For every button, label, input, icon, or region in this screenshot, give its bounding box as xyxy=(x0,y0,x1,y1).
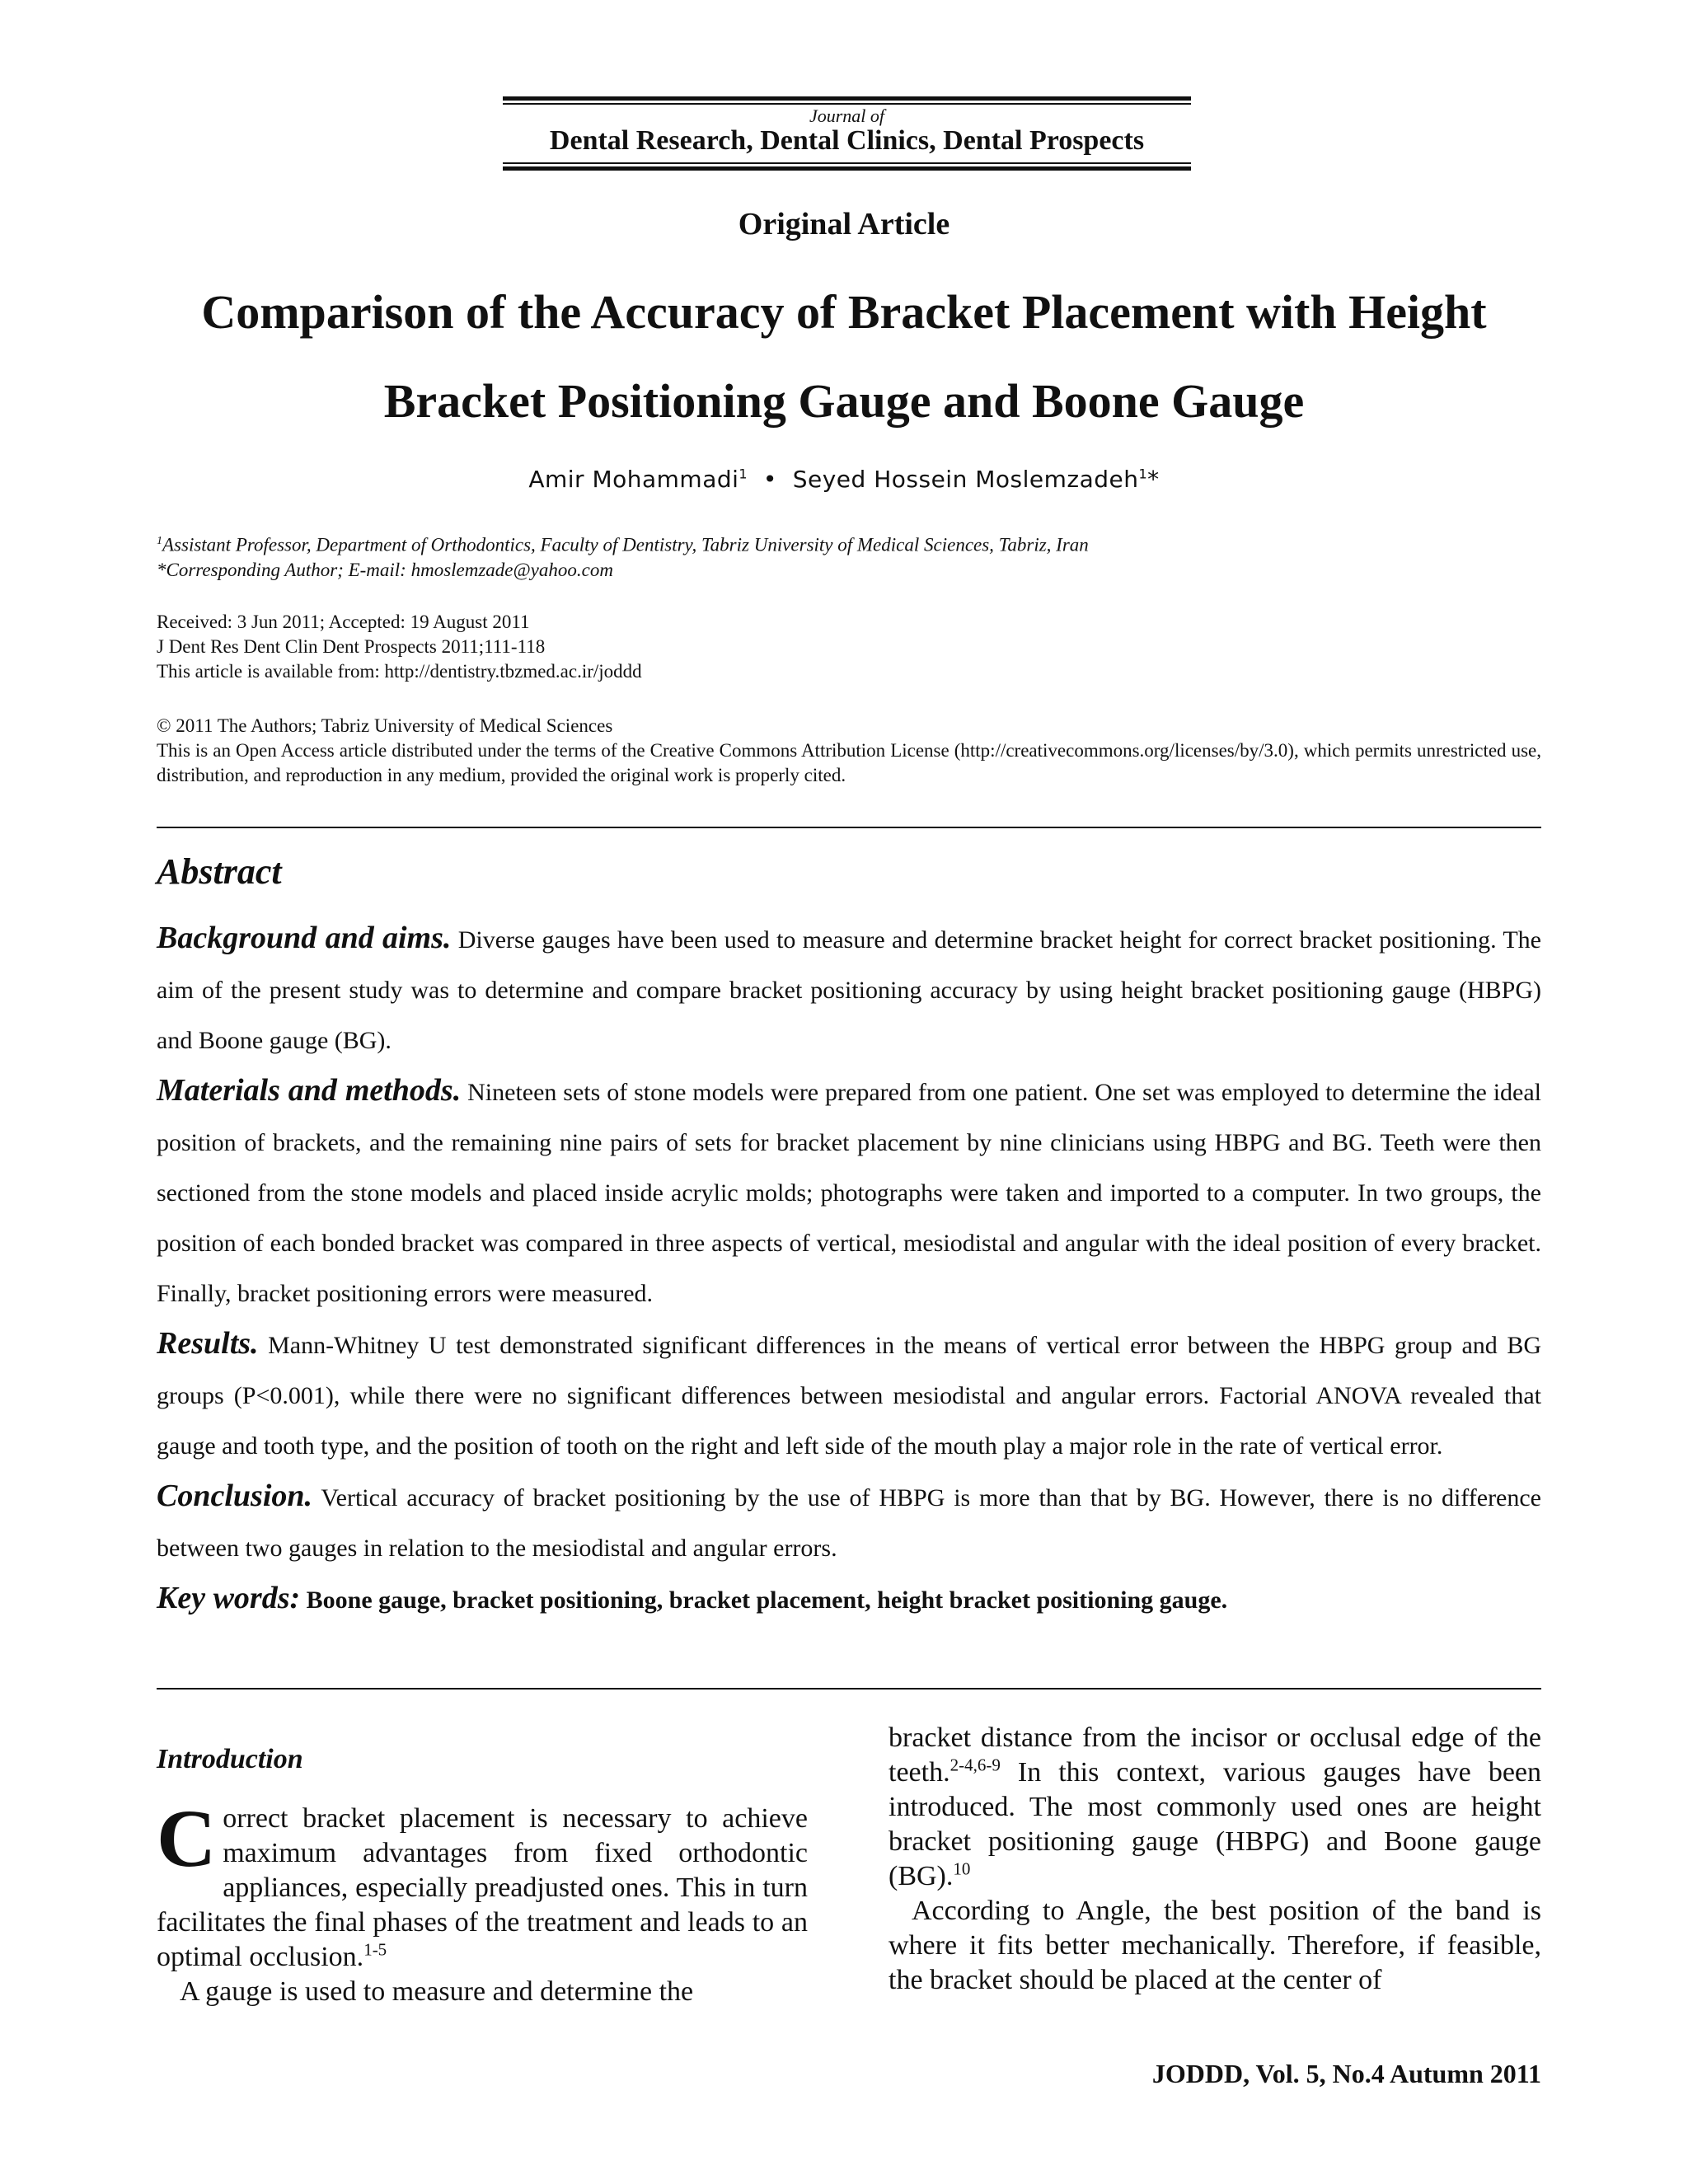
license-text: This is an Open Access article distributed under the terms of the Creative Commons Attribution License (http://creativecommons.org/licenses/by/3.0), which permits unrestricted use, distribution, and reproduction in any medium, provided the original work is properly cited. xyxy=(157,740,1541,785)
drop-cap: C xyxy=(157,1793,217,1884)
body-column-left xyxy=(157,1721,808,2009)
intro-p1-text: orrect bracket placement is necessary to achieve maximum advantages from fixed orthodontic appliances, especially preadjusted ones. This in turn facilitates the final phases of the treatment and leads to an optimal occlusion. xyxy=(157,1803,808,1972)
title-line-1: Comparison of the Accuracy of Bracket Placement with Height xyxy=(201,285,1487,339)
author-name: Amir Mohammadi xyxy=(528,466,739,493)
citation-ref: 2-4,6-9 xyxy=(950,1755,1001,1775)
intro-paragraph-1 xyxy=(157,1793,808,1975)
right-paragraph-1 xyxy=(889,1721,1541,1894)
availability: This article is available from: http://dentistry.tbzmed.ac.ir/joddd xyxy=(157,661,642,682)
citation: J Dent Res Dent Clin Dent Prospects 2011;111-118 xyxy=(157,636,546,657)
header-rule-top-thin xyxy=(503,103,1191,105)
citation-ref: 10 xyxy=(953,1858,971,1879)
abstract-conclusion xyxy=(157,1471,1541,1573)
publication-info xyxy=(157,610,1541,684)
copyright-notice xyxy=(157,714,1541,788)
journal-name: Dental Research, Dental Clinics, Dental Prospects xyxy=(549,125,1145,156)
right-paragraph-2: According to Angle, the best position of the band is where it fits better mechanically. Therefore, if feasible, the bracket should be placed at the center of xyxy=(889,1896,1541,1995)
title-line-2: Bracket Positioning Gauge and Boone Gauge xyxy=(383,374,1305,428)
conclusion-text: Vertical accuracy of bracket positioning by the use of HBPG is more than that by BG. However, there is no difference between two gauges in relation to the mesiodistal and angular errors. xyxy=(157,1484,1542,1562)
abstract-results xyxy=(157,1319,1541,1471)
citation-ref: 1-5 xyxy=(363,1939,387,1960)
affiliation-text: Assistant Professor, Department of Orthodontics, Faculty of Dentistry, Tabriz University of Medical Sciences, Tabriz, Iran xyxy=(162,534,1089,555)
background-text: Diverse gauges have been used to measure and determine bracket height for correct bracket positioning. The aim of the present study was to determine and compare bracket positioning accuracy by using height bracket positioning gauge (HBPG) and Boone gauge (BG). xyxy=(157,926,1541,1054)
abstract-rule-bottom xyxy=(157,1688,1541,1690)
abstract-body xyxy=(157,913,1541,1625)
results-text: Mann-Whitney U test demonstrated significant differences in the means of vertical error between the HBPG group and BG groups (P<0.001), while there were no significant differences between mesiodistal and angular errors. Factorial ANOVA revealed that gauge and tooth type, and the position of tooth on the right and left side of the mouth play a major role in the rate of vertical error. xyxy=(157,1332,1541,1460)
header-rule-bottom-thin xyxy=(503,162,1191,164)
results-label: Results. xyxy=(157,1326,259,1361)
abstract-rule-top xyxy=(157,827,1541,828)
keywords-label: Key words: xyxy=(157,1581,301,1615)
background-label: Background and aims. xyxy=(157,921,452,955)
received-dates: Received: 3 Jun 2011; Accepted: 19 August 2011 xyxy=(157,612,530,632)
page-footer: JODDD, Vol. 5, No.4 Autumn 2011 xyxy=(1151,2059,1541,2088)
author-list xyxy=(0,466,1688,493)
header-rule-bottom-thick xyxy=(503,166,1191,171)
intro-paragraph-2: A gauge is used to measure and determine the xyxy=(180,1976,694,2007)
corresponding-marker: * xyxy=(1147,466,1160,493)
conclusion-label: Conclusion. xyxy=(157,1479,313,1513)
methods-label: Materials and methods. xyxy=(157,1073,462,1108)
section-heading-introduction: Introduction xyxy=(157,1744,303,1774)
author-separator: • xyxy=(762,466,777,493)
journal-prefix: Journal of xyxy=(809,105,885,126)
affiliation-marker: 1 xyxy=(738,466,748,482)
right-p1b-text: In this context, various gauges have been introduced. The most commonly used ones are height bracket positioning gauge (HBPG) and Boone gauge (BG). xyxy=(889,1757,1541,1891)
affiliation-number: 1 xyxy=(157,535,162,547)
abstract-keywords xyxy=(157,1573,1541,1625)
abstract-background xyxy=(157,913,1541,1066)
article-type: Original Article xyxy=(738,207,950,241)
header-rule-top-thick xyxy=(503,96,1191,101)
copyright-line: © 2011 The Authors; Tabriz University of Medical Sciences xyxy=(157,715,613,736)
keywords-text: Boone gauge, bracket positioning, bracket placement, height bracket positioning gauge. xyxy=(306,1586,1228,1614)
affiliations xyxy=(157,529,1541,583)
abstract-heading: Abstract xyxy=(157,851,282,892)
author-name: Seyed Hossein Moslemzadeh xyxy=(792,466,1139,493)
affiliation-marker: 1 xyxy=(1138,466,1148,482)
corresponding-author: *Corresponding Author; E-mail: hmoslemzade@yahoo.com xyxy=(157,559,613,580)
body-column-right xyxy=(889,1721,1541,1998)
right-p1a-text: bracket distance from the incisor or occlusal edge of the teeth. xyxy=(889,1722,1541,1788)
article-title xyxy=(124,268,1564,446)
abstract-methods xyxy=(157,1066,1541,1319)
methods-text: Nineteen sets of stone models were prepared from one patient. One set was employed to determine the ideal position of brackets, and the remaining nine pairs of sets for bracket placement by nine clinicians using HBPG and BG. Teeth were then sectioned from the stone models and placed inside acrylic molds; photographs were taken and imported to a computer. In two groups, the position of each bonded bracket was compared in three aspects of vertical, mesiodistal and angular with the ideal position of every bracket. Finally, bracket positioning errors were measured. xyxy=(157,1079,1541,1307)
